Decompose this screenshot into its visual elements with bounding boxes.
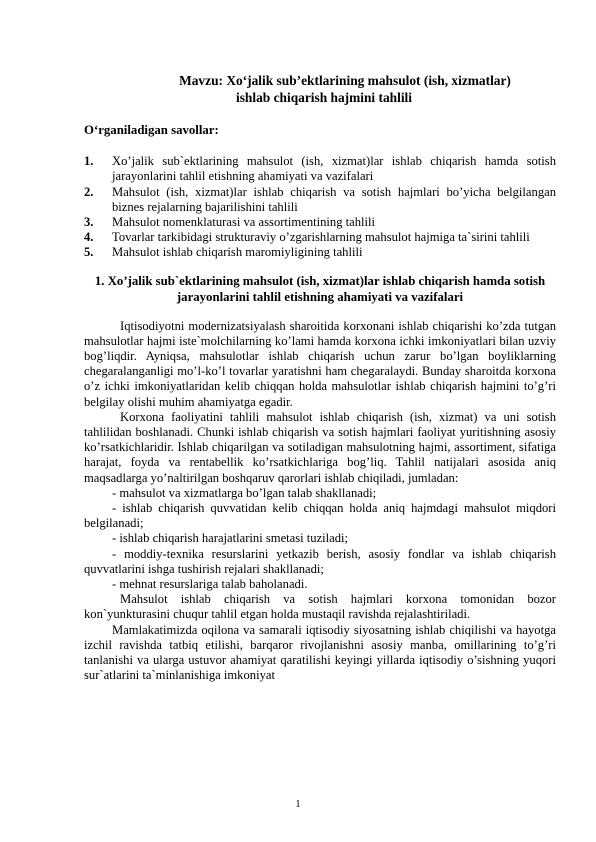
question-number: 2. <box>84 184 94 199</box>
question-number: 5. <box>84 245 94 260</box>
question-text: Tovarlar tarkibidagi strukturaviy o’zgarishlarning mahsulot hajmiga ta`sirini tahlili <box>112 230 530 245</box>
question-text: Mahsulot ishlab chiqarish maromiyligining tahlili <box>112 245 363 260</box>
question-item <box>84 230 556 245</box>
question-text: Mahsulot (ish, xizmat)lar ishlab chiqarish va sotish hajmlari bo’yicha belgilangan biznes rejalarning bajarilishini tahlili <box>112 184 556 214</box>
bullet-item: - moddiy-texnika resurslarini yetkazib berish, asosiy fondlar va ishlab chiqarish quvvatlarini ishga tushirish rejalari shakllanadi; <box>84 546 556 576</box>
question-item <box>84 185 556 215</box>
page-number: 1 <box>295 799 301 810</box>
bullet-item: - mehnat resurslariga talab baholanadi. <box>112 577 308 592</box>
question-text: Xo’jalik sub`ektlarining mahsulot (ish, xizmat)lar ishlab chiqarish hamda sotish jarayonlarini tahlil etishning ahamiyati va vazifalari <box>112 154 556 184</box>
question-item <box>84 154 556 184</box>
questions-list <box>84 154 556 260</box>
title-line-1: Mavzu: Xo‘jalik sub’ektlarining mahsulot (ish, xizmatlar) <box>179 73 511 88</box>
question-text: Mahsulot nomenklaturasi va assortimentining tahlili <box>112 215 376 230</box>
section-title: 1. Xo’jalik sub`ektlarining mahsulot (ish, xizmat)lar ishlab chiqarish hamda sotish jarayonlarini tahlil etishning ahamiyati va vazifalari <box>94 273 546 304</box>
question-item <box>84 245 556 260</box>
title-line-2: ishlab chiqarish hajmini tahlili <box>236 90 412 105</box>
bullet-item: - ishlab chiqarish quvvatidan kelib chiqqan holda aniq hajmdagi mahsulot miqdori belgilanadi; <box>84 501 556 531</box>
question-item <box>84 215 556 230</box>
body-paragraph: Mamlakatimizda oqilona va samarali iqtisodiy siyosatning ishlab chiqilishi va hayotga izchil ravishda tatbiq etilishi, barqaror rivojlanishni asosiy manba, omillarining to’g’ri tanlanishi va ularga ustuvor ahamiyat qaratilishi keyingi yillarda iqtisodiy o’sishning yuqori sur`atlarini ta`minlanishiga imkoniyat <box>84 622 556 683</box>
question-number: 4. <box>84 230 94 245</box>
questions-heading: O‘rganiladigan savollar: <box>84 123 219 137</box>
bullet-item: - mahsulot va xizmatlarga bo’lgan talab shakllanadi; <box>112 485 377 500</box>
document-title <box>84 72 556 106</box>
body-paragraph: Iqtisodiyotni modernizatsiyalash sharoitida korxonani ishlab chiqarishi ko’zda tutgan mahsulotlar hajmi iste`molchilarning ko’lami hamda korxona ichki imkoniyatlari bilan uzviy bog’liqdir. Ayniqsa, mahsulotlar ishlab chiqarish uchun zarur bo’lgan boyliklarning chegaralanganligi mo’l-ko’l tovarlar yaratishni ham chegaralaydi. Bunday sharoitda korxona o’z ichki imkoniyatlaridan kelib chiqqan holda mahsulotlar ishlab chiqarish hajmini to’g’ri belgilay olishi muhim ahamiyatga egadir. <box>84 318 556 409</box>
question-number: 1. <box>84 154 94 169</box>
bullet-item: - ishlab chiqarish harajatlarini smetasi tuziladi; <box>112 531 349 546</box>
question-number: 3. <box>84 215 94 230</box>
body-paragraph: Mahsulot ishlab chiqarish va sotish hajmlari korxona tomonidan bozor kon`yunkturasini chuqur tahlil etgan holda mustaqil ravishda rejalashtiriladi. <box>84 592 556 622</box>
body-paragraph: Korxona faoliyatini tahlili mahsulot ishlab chiqarish (ish, xizmat) va uni sotish tahlilidan boshlanadi. Chunki ishlab chiqarish va sotish hajmlari faoliyat yuritishning asosiy ko’rsatkichlaridir. Ishlab chiqarilgan va sotiladigan mahsulotning hajmi, assortiment, sifatiga harajat, foyda va rentabellik ko’rsatkichlariga bog’liq. Tahlil natijalari asosida aniq maqsadlarga yo’naltirilgan boshqaruv qarorlari ishlab chiqiladi, jumladan: <box>84 409 556 485</box>
